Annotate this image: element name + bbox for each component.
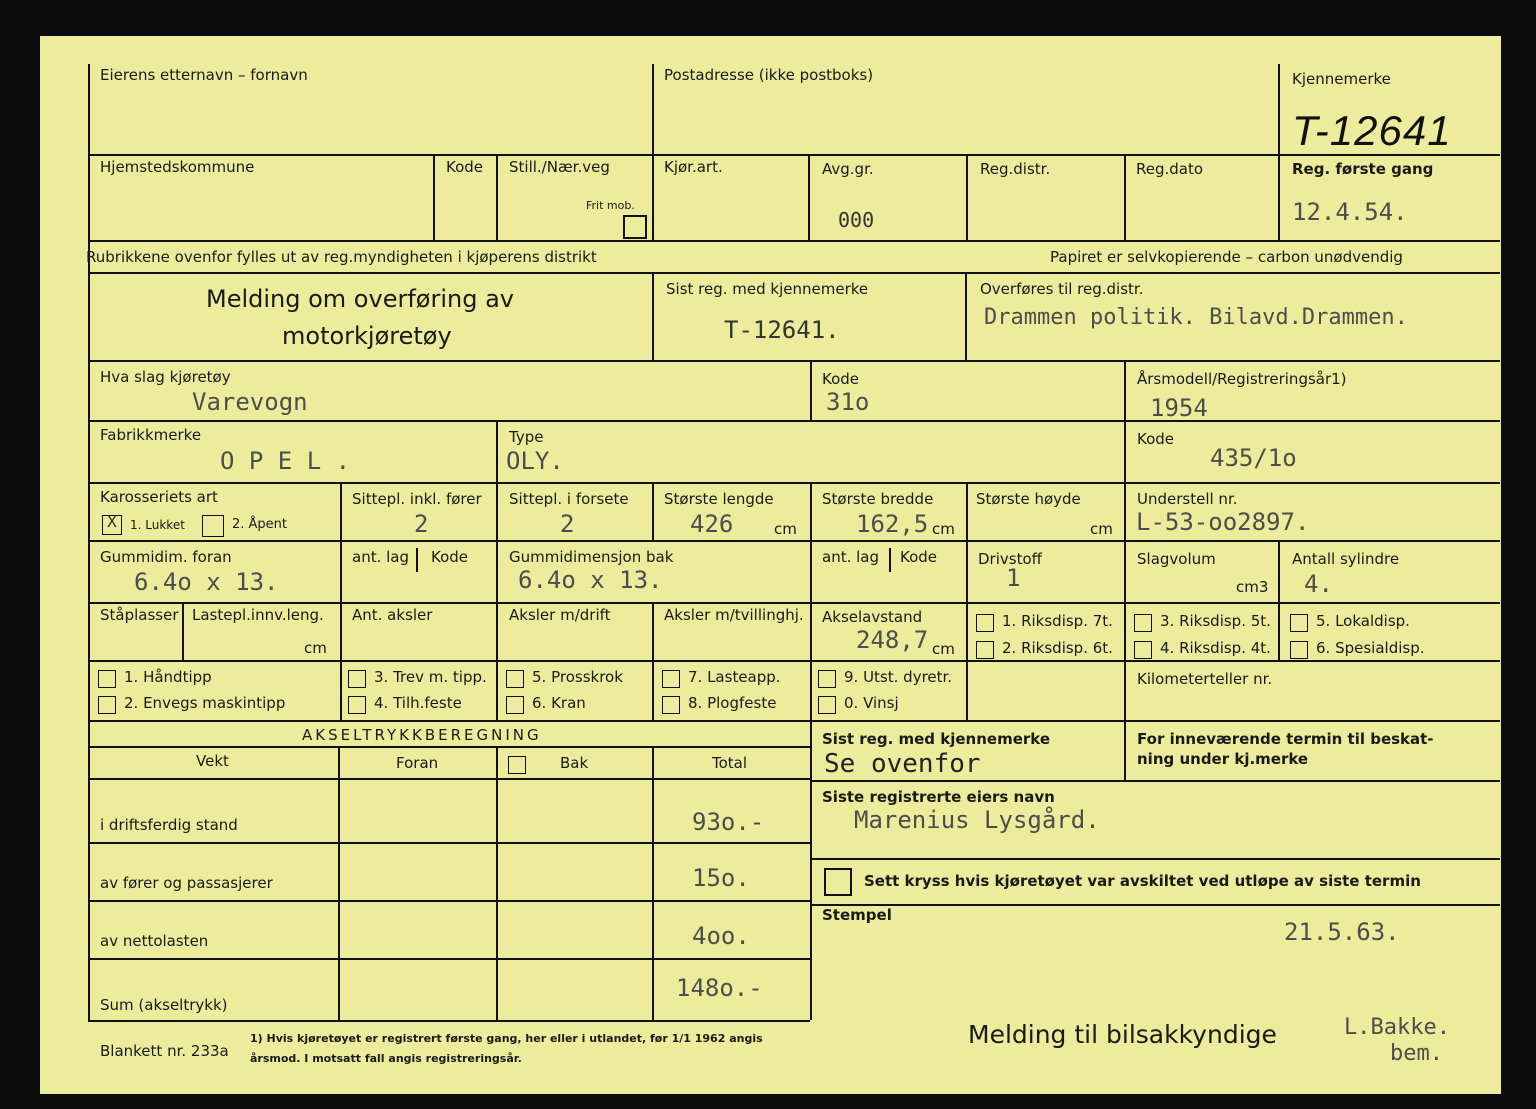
make-code-label: Kode — [1137, 430, 1175, 448]
tire-layers-label: ant. lag — [352, 548, 409, 566]
free-mob-label: Frit mob. — [586, 199, 635, 212]
chassis-label: Understell nr. — [1137, 490, 1238, 508]
seats-label: Sittepl. inkl. fører — [352, 490, 482, 508]
wheelbase-label: Akselavstand — [822, 608, 923, 626]
plate-number-handwritten: T-12641 — [1292, 107, 1452, 154]
body-closed-checkbox[interactable] — [102, 512, 122, 535]
tire-code-label: Kode — [431, 548, 469, 566]
loading-device-checkbox[interactable] — [662, 670, 680, 688]
rule — [1278, 602, 1280, 660]
municipality-label: Hjemstedskommune — [100, 158, 255, 176]
three-way-tipper-label: 3. Trev m. tipp. — [374, 668, 487, 686]
machine-tipper-checkbox[interactable] — [98, 696, 116, 714]
last-plate-label: Sist reg. med kjennemerke — [666, 280, 869, 298]
disp-7t-checkbox[interactable] — [976, 614, 994, 632]
rule — [88, 720, 1500, 722]
footnote-line2: årsmod. I motsatt fall angis registreringsår. — [250, 1052, 522, 1065]
crane-label: 6. Kran — [532, 694, 586, 712]
form-title-line2: motorkjøretøy — [282, 322, 452, 350]
rule — [88, 842, 810, 844]
winch-label: 0. Vinsj — [844, 694, 899, 712]
rule — [810, 482, 812, 540]
plate-label: Kjennemerke — [1292, 70, 1391, 88]
rule — [496, 602, 498, 720]
address-label: Postadresse (ikke postboks) — [664, 66, 874, 84]
rule — [965, 272, 967, 360]
col-weight: Vekt — [196, 752, 229, 770]
stamp-label: Stempel — [822, 906, 892, 924]
rule — [338, 746, 340, 1020]
rule — [1124, 482, 1126, 540]
body-open-label: 2. Åpent — [232, 517, 288, 532]
rule — [1124, 540, 1126, 602]
body-closed-mark: X — [107, 512, 117, 531]
trailer-hitch-checkbox[interactable] — [348, 696, 366, 714]
height-label: Største høyde — [976, 490, 1081, 508]
tire-rear-label: Gummidimensjon bak — [509, 548, 674, 566]
cylinders-label: Antall sylindre — [1292, 550, 1400, 568]
footnote-line1: 1) Hvis kjøretøyet er registrert første gang, her eller i utlandet, før 1/1 1962 angis — [250, 1032, 763, 1045]
form-title-line1: Melding om overføring av — [206, 285, 514, 313]
displacement-label: Slagvolum — [1137, 550, 1216, 568]
fuel-value: 1 — [1006, 564, 1021, 592]
to-district-label: Overføres til reg.distr. — [980, 280, 1144, 298]
fee-group-label: Avg.gr. — [822, 160, 874, 178]
rule — [496, 420, 498, 482]
three-way-tipper-checkbox[interactable] — [348, 670, 366, 688]
rule — [652, 746, 654, 1020]
body-closed-label: 1. Lukket — [130, 518, 185, 532]
displacement-unit: cm3 — [1236, 578, 1269, 596]
signature-title: bem. — [1390, 1041, 1443, 1066]
rule — [88, 778, 810, 780]
load-length-label: Lastepl.innv.leng. — [192, 606, 324, 624]
rule — [88, 958, 810, 960]
rule — [88, 602, 1500, 604]
vehicle-type-label: Kjør.art. — [664, 158, 723, 176]
disp-5t-label: 3. Riksdisp. 5t. — [1160, 612, 1271, 630]
front-seats-label: Sittepl. i forsete — [509, 490, 629, 508]
make-value: O P E L . — [220, 447, 351, 475]
vehicle-kind-code-label: Kode — [822, 370, 860, 388]
rule — [652, 482, 654, 540]
position-label: Still./Nær.veg — [509, 158, 610, 176]
rear-checkbox[interactable] — [508, 756, 526, 774]
row-label-sum: Sum (akseltrykk) — [100, 996, 228, 1014]
tire-rear-value: 6.4o x 13. — [518, 566, 663, 594]
trailer-hitch-label: 4. Tilh.feste — [374, 694, 462, 712]
drive-axles-label: Aksler m/drift — [509, 606, 611, 624]
vehicle-kind-value: Varevogn — [192, 388, 308, 416]
fee-group-value: 000 — [838, 208, 875, 232]
local-disp-label: 5. Lokaldisp. — [1316, 612, 1410, 630]
last-plate-value-2: Se ovenfor — [824, 749, 981, 779]
wheelbase-unit: cm — [932, 640, 955, 658]
rule — [496, 746, 498, 1020]
special-disp-label: 6. Spesialdisp. — [1316, 639, 1425, 657]
rule — [652, 272, 654, 360]
row-label-net-load: av nettolasten — [100, 932, 209, 950]
make-label: Fabrikkmerke — [100, 426, 202, 444]
rule — [652, 602, 654, 720]
crane-checkbox[interactable] — [506, 696, 524, 714]
length-unit: cm — [774, 520, 797, 538]
rule — [88, 660, 1500, 662]
hand-tipper-checkbox[interactable] — [98, 670, 116, 688]
last-owner-value: Marenius Lysgård. — [854, 806, 1100, 834]
rule — [812, 904, 1500, 906]
rear-layers-label: ant. lag — [822, 548, 879, 566]
rule — [966, 602, 968, 720]
width-unit: cm — [932, 520, 955, 538]
code-label: Kode — [446, 158, 484, 176]
width-value: 162,5 — [856, 510, 929, 538]
rule — [808, 154, 810, 240]
rule — [88, 360, 1500, 362]
rule — [340, 602, 342, 720]
rule — [88, 1020, 810, 1022]
rule — [966, 154, 968, 240]
rule — [812, 780, 1500, 782]
owner-name-label: Eierens etternavn – fornavn — [100, 66, 308, 84]
rule — [810, 540, 812, 602]
length-value: 426 — [690, 510, 734, 538]
tire-front-label: Gummidim. foran — [100, 548, 232, 566]
row-total-operational: 93o.- — [692, 808, 765, 836]
rule — [88, 482, 1500, 484]
last-plate-label-2: Sist reg. med kjennemerke — [822, 730, 1051, 748]
form-number: Blankett nr. 233a — [100, 1042, 229, 1060]
rule — [1124, 360, 1126, 482]
machine-tipper-label: 2. Envegs maskintipp — [124, 694, 286, 712]
disp-6t-checkbox[interactable] — [976, 641, 994, 659]
rule — [340, 540, 342, 602]
axle-calc-title: AKSELTRYKKBEREGNING — [302, 726, 542, 744]
odometer-label: Kilometerteller nr. — [1137, 670, 1273, 688]
wheelbase-value: 248,7 — [856, 626, 929, 654]
rule — [182, 602, 184, 660]
term-label-line2: ning under kj.merke — [1137, 750, 1309, 768]
disp-4t-checkbox[interactable] — [1134, 641, 1152, 659]
make-code-value: 435/1o — [1210, 444, 1297, 472]
rule — [1124, 602, 1126, 780]
disp-4t-label: 4. Riksdisp. 4t. — [1160, 639, 1271, 657]
rule — [433, 154, 435, 240]
vehicle-kind-code-value: 31o — [826, 388, 870, 416]
message-to-experts: Melding til bilsakkyndige — [968, 1020, 1277, 1049]
animal-transport-checkbox[interactable] — [818, 670, 836, 688]
winch-checkbox[interactable] — [818, 696, 836, 714]
row-label-operational: i driftsferdig stand — [100, 816, 238, 834]
axle-count-label: Ant. aksler — [352, 606, 433, 624]
rule — [496, 540, 498, 602]
signature-name: L.Bakke. — [1344, 1015, 1450, 1040]
special-disp-checkbox[interactable] — [1290, 641, 1308, 659]
fuel-label: Drivstoff — [978, 550, 1042, 568]
width-label: Største bredde — [822, 490, 934, 508]
last-owner-label: Siste registrerte eiers navn — [822, 788, 1055, 806]
rule — [496, 482, 498, 540]
rule — [88, 540, 1500, 542]
rule — [810, 720, 812, 1020]
tow-hook-checkbox[interactable] — [506, 670, 524, 688]
model-year-label: Årsmodell/Registreringsår1) — [1137, 370, 1347, 388]
type-value: OLY. — [506, 447, 564, 475]
disp-6t-label: 2. Riksdisp. 6t. — [1002, 639, 1113, 657]
last-plate-value: T-12641. — [724, 316, 840, 344]
hand-tipper-label: 1. Håndtipp — [124, 668, 212, 686]
rule — [889, 548, 891, 572]
row-total-net-load: 4oo. — [692, 922, 750, 950]
cylinders-value: 4. — [1304, 570, 1333, 598]
disp-7t-label: 1. Riksdisp. 7t. — [1002, 612, 1113, 630]
plough-mount-label: 8. Plogfeste — [688, 694, 777, 712]
body-open-checkbox[interactable] — [202, 515, 224, 537]
deregistered-label: Sett kryss hvis kjøretøyet var avskiltet ved utløpe av siste termin — [864, 872, 1421, 890]
rule — [652, 64, 654, 240]
col-rear: Bak — [560, 754, 589, 772]
animal-transport-label: 9. Utst. dyretr. — [844, 668, 953, 686]
front-seats-value: 2 — [560, 510, 575, 538]
rule — [416, 548, 418, 572]
deregistered-checkbox[interactable] — [824, 868, 852, 896]
standing-places-label: Ståplasser — [100, 606, 179, 624]
tow-hook-label: 5. Prosskrok — [532, 668, 623, 686]
rule — [88, 746, 810, 748]
first-reg-value: 12.4.54. — [1292, 198, 1408, 226]
rule — [340, 482, 342, 540]
rule — [88, 240, 1500, 242]
row-label-passengers: av fører og passasjerer — [100, 874, 273, 892]
col-front: Foran — [396, 754, 439, 772]
rule — [966, 540, 968, 602]
height-unit: cm — [1090, 520, 1113, 538]
rule — [496, 154, 498, 240]
vehicle-kind-label: Hva slag kjøretøy — [100, 368, 231, 386]
rule — [1124, 154, 1126, 240]
plough-mount-checkbox[interactable] — [662, 696, 680, 714]
load-length-unit: cm — [304, 639, 327, 657]
twin-axles-label: Aksler m/tvillinghj. — [664, 606, 804, 624]
rule — [88, 64, 90, 1020]
free-mob-checkbox[interactable] — [623, 215, 647, 239]
tire-front-value: 6.4o x 13. — [134, 568, 279, 596]
rule — [966, 482, 968, 540]
rear-code-label: Kode — [900, 548, 938, 566]
type-label: Type — [509, 428, 544, 446]
to-district-value: Drammen politik. Bilavd.Drammen. — [984, 305, 1408, 330]
rule — [88, 900, 810, 902]
carbon-note: Papiret er selvkopierende – carbon unødvendig — [1050, 248, 1403, 266]
row-total-passengers: 15o. — [692, 864, 750, 892]
rule — [810, 602, 812, 720]
first-reg-label: Reg. første gang — [1292, 160, 1434, 178]
disp-5t-checkbox[interactable] — [1134, 614, 1152, 632]
row-total-sum: 148o.- — [676, 974, 763, 1002]
term-label-line1: For inneværende termin til beskat- — [1137, 730, 1434, 748]
model-year-value: 1954 — [1150, 394, 1208, 422]
col-total: Total — [712, 754, 748, 772]
length-label: Største lengde — [664, 490, 774, 508]
registration-form-card — [40, 36, 1501, 1094]
local-disp-checkbox[interactable] — [1290, 614, 1308, 632]
rule — [810, 360, 812, 420]
reg-district-label: Reg.distr. — [980, 160, 1051, 178]
rule — [1278, 64, 1280, 240]
seats-value: 2 — [414, 510, 429, 538]
stamp-date: 21.5.63. — [1284, 918, 1400, 946]
body-type-label: Karosseriets art — [100, 488, 218, 506]
rule — [88, 420, 1500, 422]
chassis-value: L-53-oo2897. — [1136, 508, 1310, 536]
reg-date-label: Reg.dato — [1136, 160, 1204, 178]
rule — [812, 858, 1500, 860]
rule — [88, 154, 1500, 156]
authority-note: Rubrikkene ovenfor fylles ut av reg.myndigheten i kjøperens distrikt — [86, 248, 597, 266]
loading-device-label: 7. Lasteapp. — [688, 668, 781, 686]
rule — [88, 272, 1500, 274]
rule — [1278, 540, 1280, 602]
